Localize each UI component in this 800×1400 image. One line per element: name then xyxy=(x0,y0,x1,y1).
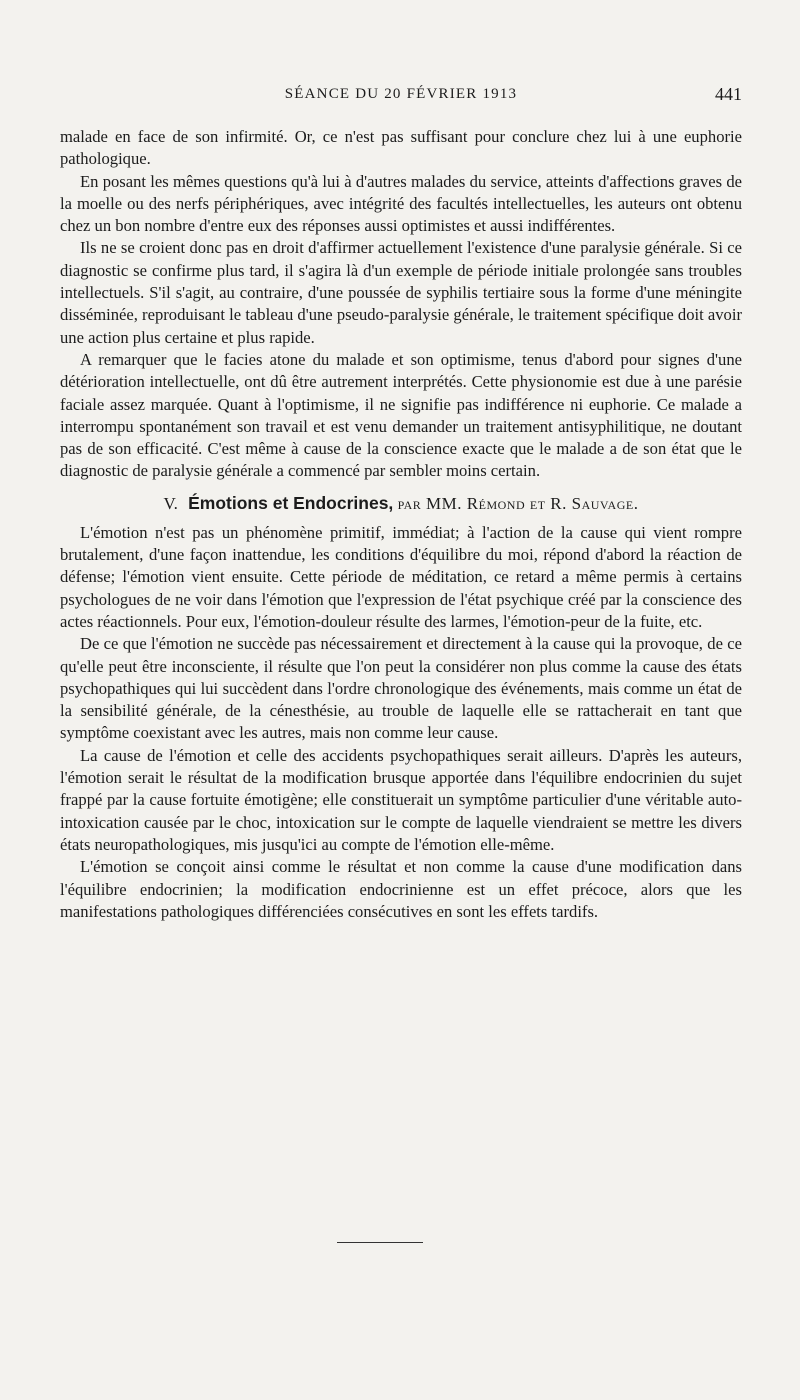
paragraph: En posant les mêmes questions qu'à lui à d'autres malades du service, atteints d'affections graves de la moelle ou des nerfs périphériques, avec intégrité des facultés intellectuelles, les auteurs ont obtenu chez un bon nombre d'entre eux des réponses aussi optimistes et aussi indifférentes. xyxy=(60,171,742,236)
section-title: Émotions et Endocrines, xyxy=(188,492,394,513)
body-text xyxy=(60,126,742,923)
paragraph: La cause de l'émotion et celle des accidents psychopathiques serait ailleurs. D'après les auteurs, l'émotion serait le résultat de la modification brusque apportée dans l'équilibre endocrinien du sujet frappé par la cause fortuite émotigène; elle constituerait un symptôme particulier d'une véritable auto-intoxication causée par le choc, intoxication sur le compte de laquelle viendraient se mettre les divers états neuropathologiques, mis jusqu'ici au compte de l'émotion elle-même. xyxy=(60,745,742,854)
section-number: V. xyxy=(163,493,178,513)
section-authors: par MM. Rémond et R. Sauvage. xyxy=(397,493,639,513)
paragraph: L'émotion se conçoit ainsi comme le résultat et non comme la cause d'une modification dans l'équilibre endocrinien; la modification endocrinienne est un effet précoce, alors que les manifestations pathologiques différenciées consécutives en sont les effets tardifs. xyxy=(60,857,742,921)
section-heading xyxy=(60,491,742,516)
running-title: SÉANCE DU 20 FÉVRIER 1913 xyxy=(284,86,518,102)
paragraph: A remarquer que le facies atone du malade et son optimisme, tenus d'abord pour signes d'une détérioration intellectuelle, ont dû être autrement interprétés. Cette physionomie est due à une parésie faciale assez marquée. Quant à l'optimisme, il ne signifie pas indifférence ni euphorie. Ce malade a interrompu spontanément son travail et est venu demander un traitement antisyphilitique, ne doutant pas de son efficacité. C'est même à cause de la conscience exacte que le malade a de son état que le diagnostic de paralysie générale a commencé par sembler moins certain. xyxy=(60,349,742,481)
paragraph: L'émotion n'est pas un phénomène primitif, immédiat; à l'action de la cause qui vient rompre brutalement, d'une façon inattendue, les conditions d'équilibre du moi, répond d'abord la réaction de défense; l'émotion vient ensuite. Cette période de méditation, ce retard a même permis à certains psychologues de ne voir dans l'émotion que l'expression de l'état psychique créé par la conscience des actes réactionnels. Pour eux, l'émotion-douleur résulte des larmes, l'émotion-peur de la fuite, etc. xyxy=(60,522,742,631)
paragraph: Ils ne se croient donc pas en droit d'affirmer actuellement l'existence d'une paralysie générale. Si ce diagnostic se confirme plus tard, il s'agira là d'un exemple de période initiale prolongée sans troubles intellectuels. S'il s'agit, au contraire, d'une poussée de syphilis tertiaire sous la forme d'une méningite disséminée, reproduisant le tableau d'une pseudo-paralysie générale, le traitement spécifique doit avoir une action plus certaine et plus rapide. xyxy=(60,238,742,347)
paragraph: malade en face de son infirmité. Or, ce n'est pas suffisant pour conclure chez lui à une euphorie pathologique. xyxy=(60,127,742,169)
paragraph: De ce que l'émotion ne succède pas nécessairement et directement à la cause qui la provoque, de ce qu'elle peut être inconsciente, il résulte que l'on peut la considérer non plus comme la cause des états psychopathiques qui lui succèdent dans l'ordre chronologique des événements, mais comme un état de la sensibilité générale, de la cénesthésie, au trouble de laquelle elle se rattacherait en tant que symptôme coexistant avec les autres, mais non comme leur cause. xyxy=(60,634,742,743)
end-rule-divider xyxy=(337,1242,423,1243)
page-number: 441 xyxy=(715,84,742,104)
page-header xyxy=(60,84,742,110)
